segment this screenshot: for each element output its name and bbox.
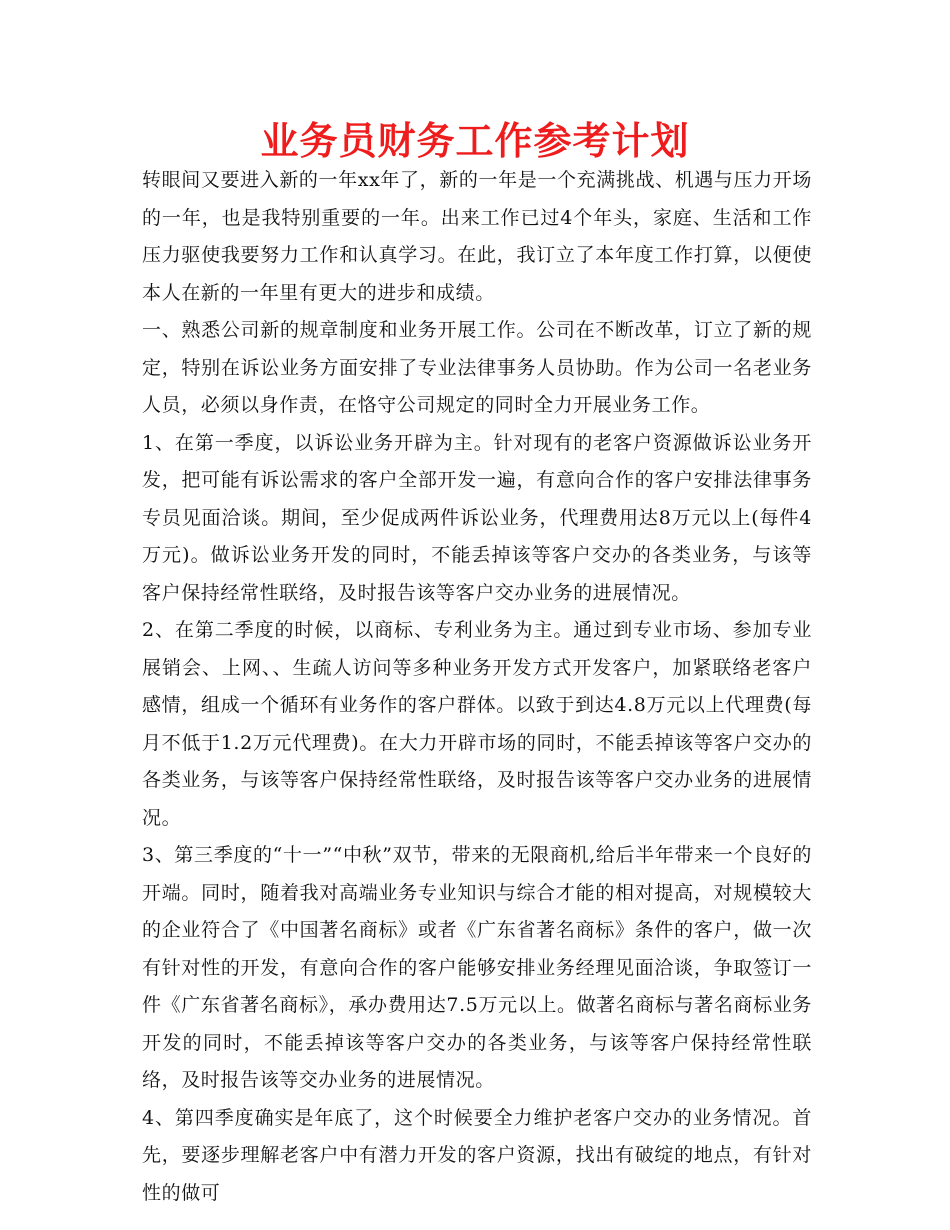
fourth-quarter-paragraph: 4、第四季度确实是年底了，这个时候要全力维护老客户交办的业务情况。首先，要逐步理解老客户中有潜力开发的客户资源，找出有破绽的地点，有针对性的做可 [142, 1106, 812, 1204]
first-quarter-paragraph: 1、在第一季度，以诉讼业务开辟为主。针对现有的老客户资源做诉讼业务开发，把可能有诉讼需求的客户全部开发一遍，有意向合作的客户安排法律事务专员见面洽谈。期间，至少促成两件诉讼业务，代理费用达8万元以上(每件4万元)。做诉讼业务开发的同时，不能丢掉该等客户交办的各类业务，与该等客户保持经常性联络，及时报告该等客户交办业务的进展情况。 [142, 431, 812, 604]
intro-paragraph: 转眼间又要进入新的一年xx年了，新的一年是一个充满挑战、机遇与压力开场的一年，也是我特别重要的一年。出来工作已过4个年头，家庭、生活和工作压力驱使我要努力工作和认真学习。在此，我订立了本年度工作打算，以便使本人在新的一年里有更大的进步和成绩。 [142, 169, 812, 304]
document-title: 业务员财务工作参考计划 [260, 119, 690, 163]
second-quarter-paragraph: 2、在第二季度的时候，以商标、专利业务为主。通过到专业市场、参加专业展销会、上网、、生疏人访问等多种业务开发方式开发客户，加紧联络老客户感情，组成一个循环有业务作的客户群体。以致于到达4.8万元以上代理费(每月不低于1.2万元代理费)。在大力开辟市场的同时，不能丢掉该等客户交办的各类业务，与该等客户保持经常性联络，及时报告该等客户交办业务的进展情况。 [142, 619, 812, 829]
section-one-paragraph: 一、熟悉公司新的规章制度和业务开展工作。公司在不断改革，订立了新的规定，特别在诉讼业务方面安排了专业法律事务人员协助。作为公司一名老业务人员，必须以身作责，在恪守公司规定的同时全力开展业务工作。 [142, 319, 812, 416]
third-quarter-paragraph: 3、第三季度的“十一”“中秋”双节，带来的无限商机,给后半年带来一个良好的开端。同时，随着我对高端业务专业知识与综合才能的相对提高，对规模较大的企业符合了《中国著名商标》或者《广东省著名商标》条件的客户，做一次有针对性的开发，有意向合作的客户能够安排业务经理见面洽谈，争取签订一件《广东省著名商标》，承办费用达7.5万元以上。做著名商标与著名商标业务开发的同时，不能丢掉该等客户交办的各类业务，与该等客户保持经常性联络，及时报告该等交办业务的进展情况。 [142, 844, 812, 1091]
document-body [142, 162, 812, 1212]
